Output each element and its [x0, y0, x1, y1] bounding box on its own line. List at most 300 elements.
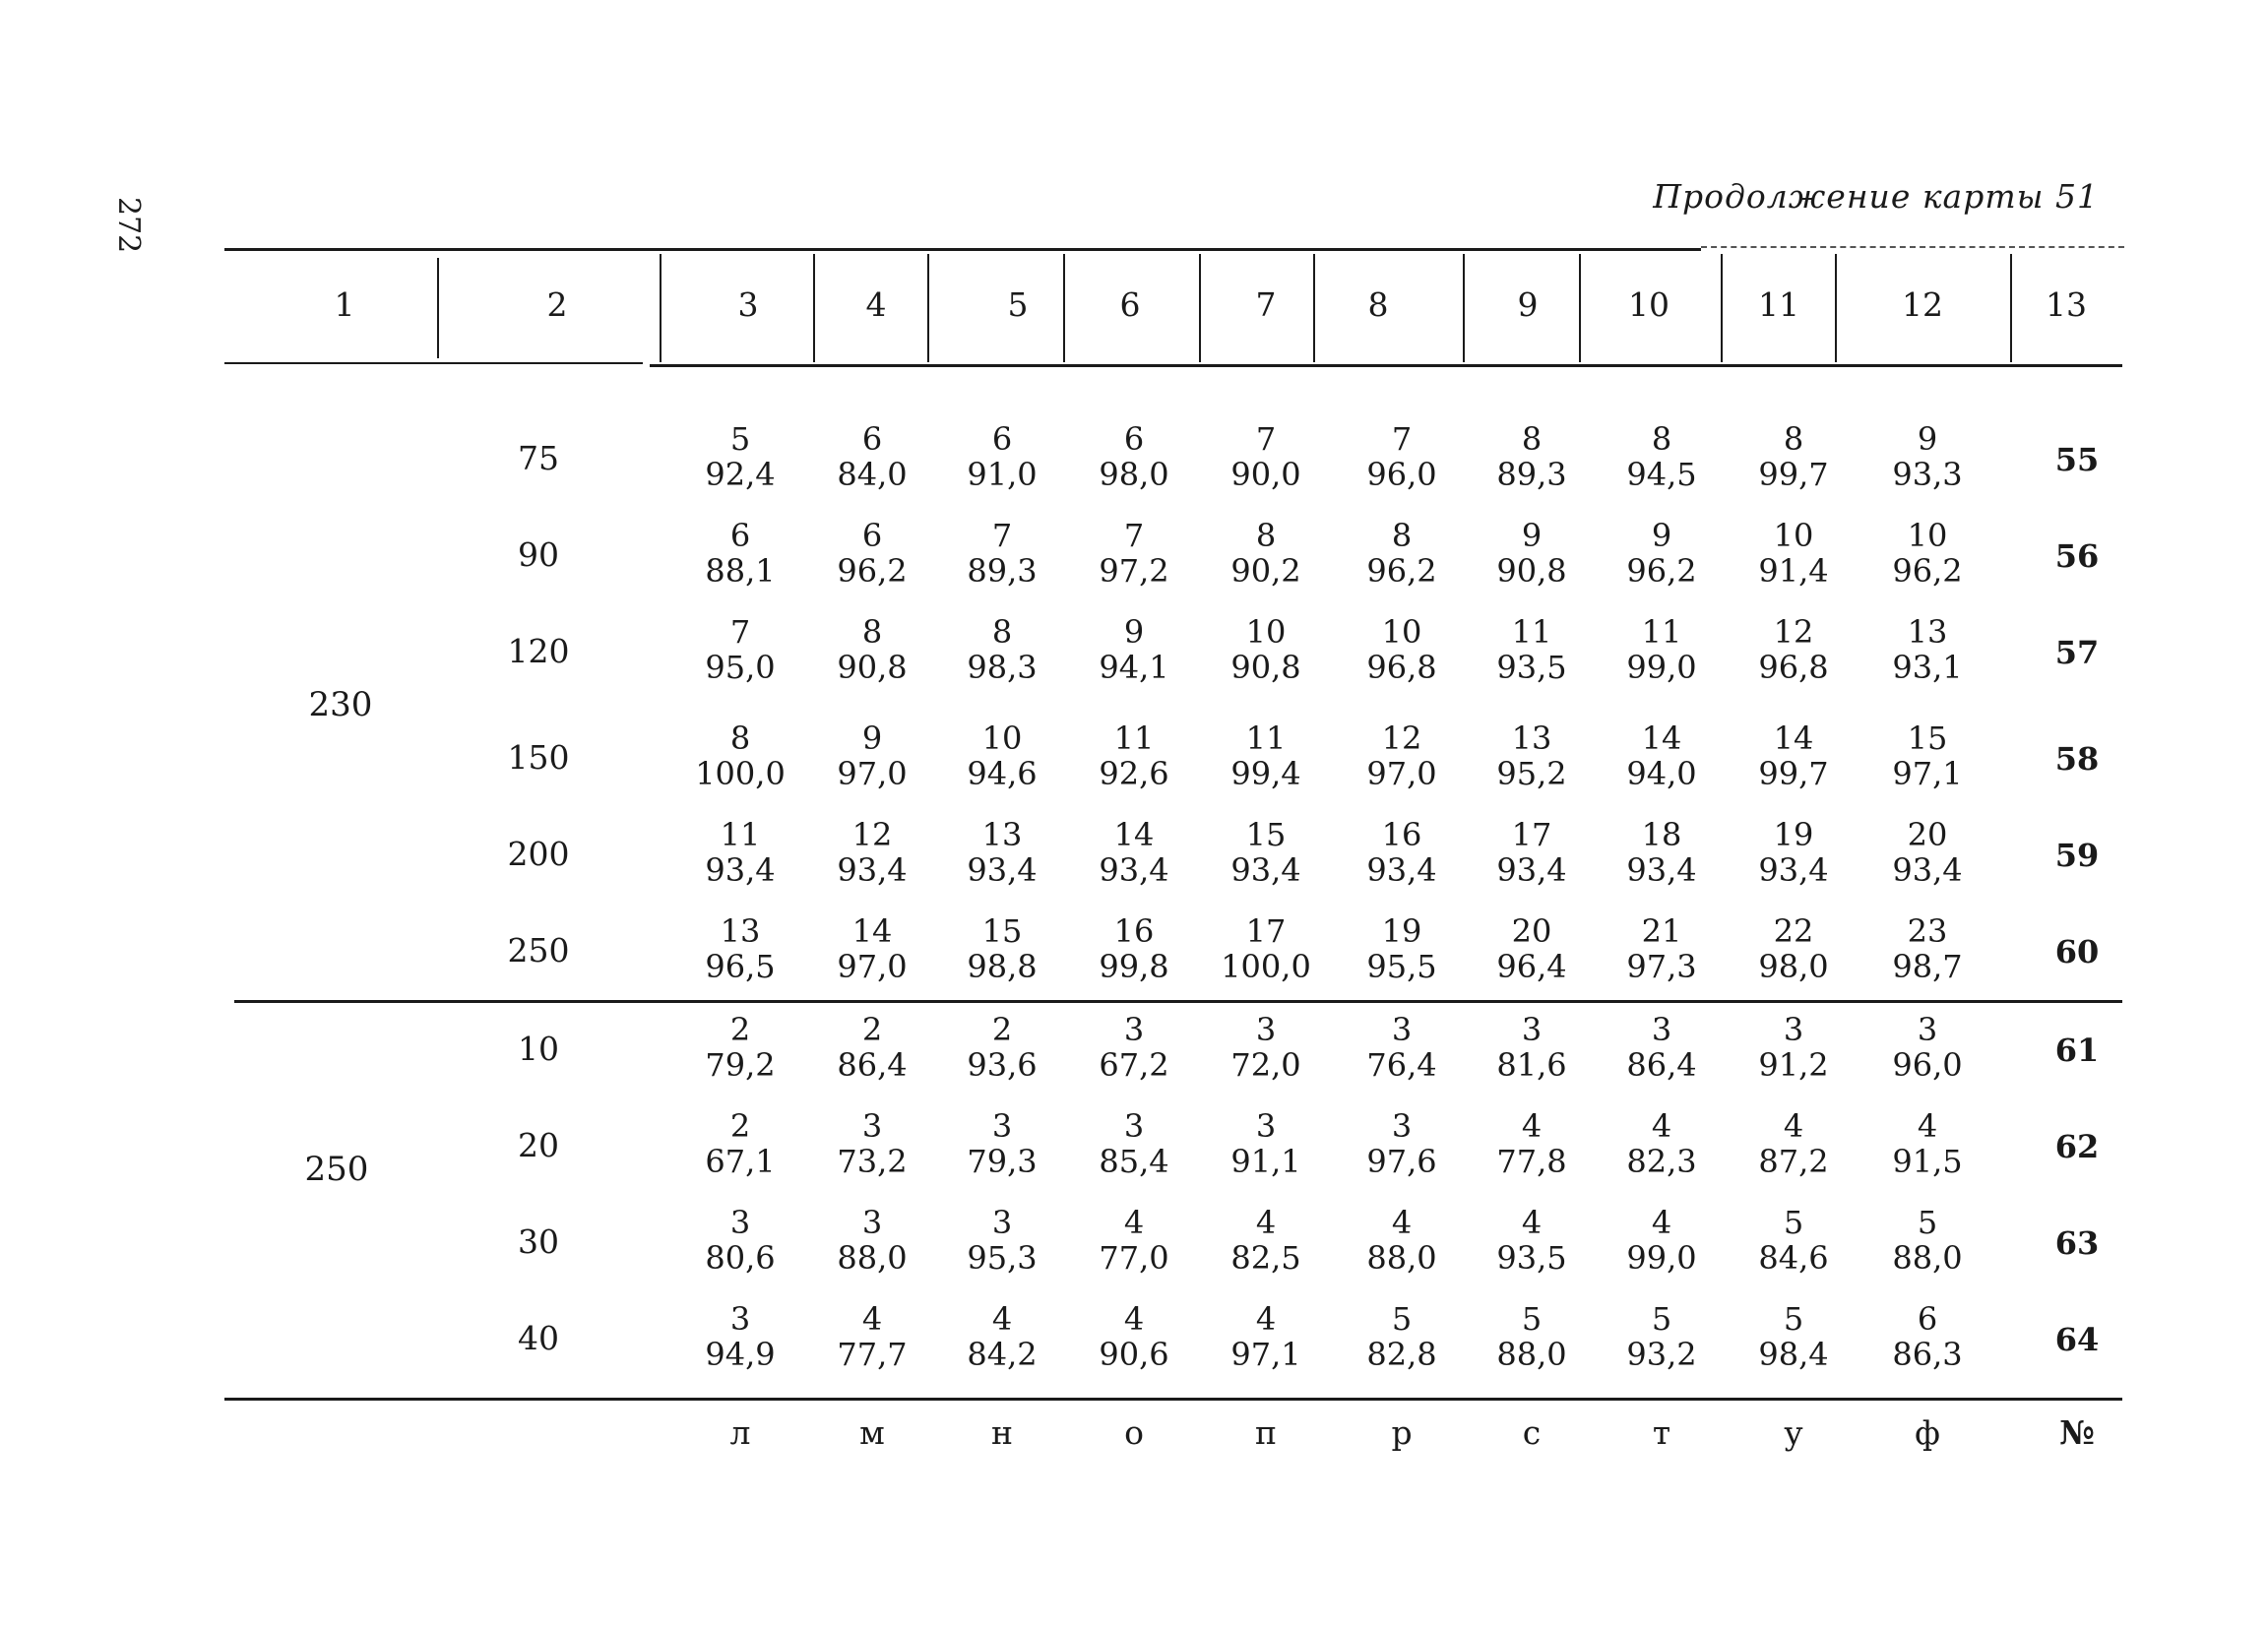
cell-bottom-value: 93,1	[1892, 649, 1963, 686]
cell-top-value: 16	[1381, 816, 1422, 853]
cell-top-value: 14	[1113, 816, 1155, 853]
cell-bottom-value: 90,8	[1230, 649, 1301, 686]
header-col-13: 13	[2046, 285, 2087, 324]
cell-top-value: 4	[1255, 1204, 1277, 1241]
footer-number-sign: №	[2059, 1413, 2095, 1452]
row-label: 75	[518, 439, 559, 477]
table-cell	[1603, 1205, 1721, 1276]
cell-top-value: 14	[1641, 720, 1682, 757]
cell-bottom-value: 85,4	[1099, 1143, 1169, 1180]
cell-top-value: 13	[981, 816, 1023, 853]
cell-bottom-value: 93,4	[1230, 851, 1301, 889]
table-cell	[1734, 913, 1853, 984]
cell-bottom-value: 88,0	[837, 1239, 908, 1277]
table-cell	[1075, 421, 1193, 492]
table-cell	[1473, 913, 1591, 984]
cell-bottom-value: 96,2	[1366, 552, 1437, 590]
cell-top-value: 4	[1783, 1107, 1804, 1145]
table-cell	[1473, 421, 1591, 492]
cell-top-value: 12	[1381, 720, 1422, 757]
cell-bottom-value: 96,0	[1892, 1046, 1963, 1084]
table-cell	[1868, 1108, 1986, 1179]
cell-bottom-value: 95,2	[1496, 755, 1567, 792]
table-cell	[681, 614, 799, 685]
cell-top-value: 20	[1907, 816, 1948, 853]
table-cell	[1603, 518, 1721, 589]
table-cell	[1075, 1301, 1193, 1372]
cell-top-value: 3	[1917, 1011, 1938, 1048]
cell-top-value: 15	[981, 912, 1023, 950]
table-cell	[1075, 518, 1193, 589]
table-cell	[1734, 518, 1853, 589]
table-cell	[1868, 1301, 1986, 1372]
row-number: 60	[2054, 933, 2100, 970]
cell-bottom-value: 100,0	[695, 755, 786, 792]
cell-top-value: 3	[1123, 1011, 1145, 1048]
cell-bottom-value: 99,0	[1626, 649, 1697, 686]
cell-top-value: 13	[1907, 613, 1948, 651]
cell-top-value: 4	[1651, 1107, 1672, 1145]
cell-top-value: 7	[991, 517, 1013, 554]
table-cell	[1473, 614, 1591, 685]
cell-bottom-value: 97,0	[837, 948, 908, 985]
table-cell	[1207, 1012, 1325, 1083]
row-number: 64	[2054, 1321, 2100, 1358]
cell-bottom-value: 88,1	[705, 552, 776, 590]
footer-letter: н	[991, 1413, 1013, 1452]
cell-top-value: 3	[1783, 1011, 1804, 1048]
cell-bottom-value: 67,1	[705, 1143, 776, 1180]
cell-bottom-value: 89,3	[1496, 456, 1567, 493]
cell-top-value: 4	[1255, 1300, 1277, 1338]
table-cell	[681, 518, 799, 589]
cell-bottom-value: 96,8	[1366, 649, 1437, 686]
cell-bottom-value: 90,0	[1230, 456, 1301, 493]
table-cell	[1603, 1301, 1721, 1372]
cell-top-value: 22	[1773, 912, 1814, 950]
cell-bottom-value: 93,4	[1366, 851, 1437, 889]
table-cell	[943, 913, 1061, 984]
cell-bottom-value: 93,4	[705, 851, 776, 889]
cell-bottom-value: 77,8	[1496, 1143, 1567, 1180]
table-cell	[681, 1012, 799, 1083]
cell-top-value: 13	[720, 912, 761, 950]
table-cell	[1343, 913, 1461, 984]
cell-bottom-value: 80,6	[705, 1239, 776, 1277]
group-divider-rule	[234, 1000, 2122, 1003]
cell-top-value: 3	[861, 1204, 883, 1241]
cell-bottom-value: 79,3	[967, 1143, 1038, 1180]
cell-top-value: 4	[861, 1300, 883, 1338]
cell-bottom-value: 91,1	[1230, 1143, 1301, 1180]
cell-bottom-value: 90,8	[837, 649, 908, 686]
row-number: 63	[2054, 1224, 2100, 1262]
table-cell	[1734, 1301, 1853, 1372]
cell-top-value: 8	[1651, 420, 1672, 458]
table-top-rule-dashed	[1701, 246, 2124, 248]
table-cell	[1603, 913, 1721, 984]
cell-bottom-value: 94,0	[1626, 755, 1697, 792]
cell-top-value: 11	[1113, 720, 1155, 757]
row-label: 20	[518, 1126, 559, 1164]
cell-bottom-value: 82,5	[1230, 1239, 1301, 1277]
cell-top-value: 8	[991, 613, 1013, 651]
cell-bottom-value: 93,4	[837, 851, 908, 889]
header-col-7: 7	[1255, 285, 1277, 324]
header-bottom-rule-main	[650, 364, 2122, 367]
table-cell	[681, 1301, 799, 1372]
cell-bottom-value: 97,2	[1099, 552, 1169, 590]
table-cell	[1343, 1205, 1461, 1276]
cell-bottom-value: 98,3	[967, 649, 1038, 686]
table-cell	[943, 720, 1061, 791]
cell-top-value: 11	[720, 816, 761, 853]
cell-top-value: 6	[861, 517, 883, 554]
table-cell	[1343, 1108, 1461, 1179]
header-col-12: 12	[1902, 285, 1943, 324]
table-cell	[943, 1301, 1061, 1372]
header-col-11: 11	[1758, 285, 1799, 324]
cell-top-value: 21	[1641, 912, 1682, 950]
cell-top-value: 8	[729, 720, 751, 757]
cell-top-value: 3	[1123, 1107, 1145, 1145]
cell-top-value: 10	[981, 720, 1023, 757]
header-col-10: 10	[1628, 285, 1670, 324]
cell-top-value: 3	[1521, 1011, 1543, 1048]
row-label: 120	[507, 632, 570, 670]
cell-top-value: 8	[1783, 420, 1804, 458]
table-cell	[1343, 1012, 1461, 1083]
table-cell	[1603, 1012, 1721, 1083]
table-cell	[1207, 720, 1325, 791]
cell-bottom-value: 96,2	[1892, 552, 1963, 590]
table-cell	[1734, 1012, 1853, 1083]
table-cell	[1207, 518, 1325, 589]
table-cell	[1868, 421, 1986, 492]
cell-top-value: 5	[729, 420, 751, 458]
cell-bottom-value: 92,4	[705, 456, 776, 493]
table-cell	[681, 1205, 799, 1276]
table-cell	[1207, 614, 1325, 685]
cell-top-value: 9	[861, 720, 883, 757]
cell-bottom-value: 93,4	[1892, 851, 1963, 889]
row-number: 55	[2054, 441, 2100, 478]
header-col-5: 5	[1007, 285, 1029, 324]
row-label: 150	[507, 738, 570, 777]
cell-top-value: 5	[1651, 1300, 1672, 1338]
cell-bottom-value: 88,0	[1892, 1239, 1963, 1277]
row-label: 200	[507, 835, 570, 873]
header-col-1: 1	[334, 285, 355, 324]
row-label: 10	[518, 1030, 559, 1068]
table-cell	[1075, 614, 1193, 685]
table-cell	[813, 1012, 931, 1083]
table-cell	[943, 817, 1061, 888]
cell-bottom-value: 93,4	[1626, 851, 1697, 889]
cell-top-value: 5	[1783, 1204, 1804, 1241]
cell-bottom-value: 98,4	[1758, 1336, 1829, 1373]
cell-top-value: 5	[1917, 1204, 1938, 1241]
cell-bottom-value: 98,7	[1892, 948, 1963, 985]
table-cell	[1075, 720, 1193, 791]
cell-top-value: 7	[1123, 517, 1145, 554]
footer-letter: у	[1784, 1413, 1803, 1452]
cell-bottom-value: 96,5	[705, 948, 776, 985]
cell-top-value: 6	[1917, 1300, 1938, 1338]
table-cell	[1734, 1108, 1853, 1179]
table-cell	[1603, 817, 1721, 888]
cell-top-value: 3	[1391, 1011, 1413, 1048]
cell-top-value: 4	[1917, 1107, 1938, 1145]
cell-top-value: 19	[1381, 912, 1422, 950]
cell-top-value: 6	[861, 420, 883, 458]
cell-top-value: 2	[729, 1107, 751, 1145]
header-separator	[1313, 254, 1315, 362]
header-col-9: 9	[1517, 285, 1539, 324]
table-cell	[943, 614, 1061, 685]
cell-top-value: 4	[1123, 1204, 1145, 1241]
header-separator	[2010, 254, 2012, 362]
table-cell	[1207, 421, 1325, 492]
table-cell	[943, 421, 1061, 492]
cell-top-value: 8	[1391, 517, 1413, 554]
cell-bottom-value: 93,2	[1626, 1336, 1697, 1373]
cell-bottom-value: 89,3	[967, 552, 1038, 590]
header-col-2: 2	[546, 285, 568, 324]
cell-bottom-value: 95,3	[967, 1239, 1038, 1277]
footer-letter: р	[1391, 1413, 1413, 1452]
cell-bottom-value: 97,0	[1366, 755, 1437, 792]
header-separator	[1463, 254, 1465, 362]
cell-top-value: 2	[861, 1011, 883, 1048]
footer-letter: л	[729, 1413, 751, 1452]
cell-bottom-value: 86,4	[1626, 1046, 1697, 1084]
cell-bottom-value: 99,7	[1758, 456, 1829, 493]
cell-top-value: 3	[1391, 1107, 1413, 1145]
table-cell	[1734, 1205, 1853, 1276]
table-cell	[1868, 817, 1986, 888]
table-cell	[813, 614, 931, 685]
cell-bottom-value: 77,7	[837, 1336, 908, 1373]
table-cell	[1075, 913, 1193, 984]
header-col-6: 6	[1119, 285, 1141, 324]
cell-bottom-value: 82,3	[1626, 1143, 1697, 1180]
cell-top-value: 12	[1773, 613, 1814, 651]
table-cell	[1343, 421, 1461, 492]
row-label: 250	[507, 931, 570, 970]
table-cell	[1473, 1301, 1591, 1372]
cell-top-value: 9	[1123, 613, 1145, 651]
header-separator	[813, 254, 815, 362]
table-cell	[813, 913, 931, 984]
cell-top-value: 5	[1391, 1300, 1413, 1338]
cell-top-value: 17	[1511, 816, 1552, 853]
cell-bottom-value: 84,0	[837, 456, 908, 493]
cell-bottom-value: 96,0	[1366, 456, 1437, 493]
table-cell	[1868, 913, 1986, 984]
header-separator	[660, 254, 662, 362]
table-cell	[813, 518, 931, 589]
table-cell	[1343, 614, 1461, 685]
cell-bottom-value: 97,3	[1626, 948, 1697, 985]
cell-top-value: 3	[729, 1300, 751, 1338]
cell-top-value: 6	[729, 517, 751, 554]
table-cell	[681, 720, 799, 791]
table-cell	[1868, 518, 1986, 589]
table-cell	[681, 421, 799, 492]
table-cell	[1343, 817, 1461, 888]
cell-bottom-value: 93,5	[1496, 1239, 1567, 1277]
table-cell	[681, 817, 799, 888]
table-cell	[1075, 817, 1193, 888]
cell-bottom-value: 94,6	[967, 755, 1038, 792]
cell-top-value: 5	[1521, 1300, 1543, 1338]
cell-top-value: 7	[1391, 420, 1413, 458]
table-cell	[813, 1301, 931, 1372]
table-cell	[1075, 1012, 1193, 1083]
cell-top-value: 6	[991, 420, 1013, 458]
table-cell	[1207, 1108, 1325, 1179]
cell-top-value: 12	[851, 816, 893, 853]
cell-top-value: 3	[1255, 1011, 1277, 1048]
row-label: 90	[518, 535, 559, 574]
cell-bottom-value: 93,6	[967, 1046, 1038, 1084]
table-cell	[1075, 1108, 1193, 1179]
cell-bottom-value: 79,2	[705, 1046, 776, 1084]
table-cell	[1868, 1012, 1986, 1083]
cell-bottom-value: 90,6	[1099, 1336, 1169, 1373]
cell-top-value: 11	[1641, 613, 1682, 651]
table-cell	[1734, 421, 1853, 492]
table-cell	[813, 1205, 931, 1276]
cell-bottom-value: 97,1	[1892, 755, 1963, 792]
footer-letter: ф	[1915, 1413, 1940, 1452]
cell-top-value: 3	[1651, 1011, 1672, 1048]
cell-bottom-value: 88,0	[1366, 1239, 1437, 1277]
cell-bottom-value: 98,0	[1099, 456, 1169, 493]
row-number: 61	[2054, 1032, 2100, 1069]
cell-bottom-value: 67,2	[1099, 1046, 1169, 1084]
cell-bottom-value: 95,0	[705, 649, 776, 686]
cell-top-value: 3	[1255, 1107, 1277, 1145]
cell-top-value: 7	[729, 613, 751, 651]
footer-letter: с	[1522, 1413, 1542, 1452]
cell-top-value: 13	[1511, 720, 1552, 757]
table-cell	[1343, 720, 1461, 791]
cell-top-value: 10	[1245, 613, 1287, 651]
cell-bottom-value: 94,9	[705, 1336, 776, 1373]
cell-bottom-value: 94,1	[1099, 649, 1169, 686]
cell-bottom-value: 100,0	[1221, 948, 1311, 985]
cell-bottom-value: 82,8	[1366, 1336, 1437, 1373]
cell-bottom-value: 90,8	[1496, 552, 1567, 590]
cell-bottom-value: 91,2	[1758, 1046, 1829, 1084]
table-cell	[943, 1205, 1061, 1276]
cell-top-value: 14	[1773, 720, 1814, 757]
table-cell	[943, 518, 1061, 589]
header-col-3: 3	[737, 285, 759, 324]
row-number: 57	[2054, 634, 2100, 671]
cell-bottom-value: 91,5	[1892, 1143, 1963, 1180]
table-cell	[1473, 518, 1591, 589]
table-cell	[681, 1108, 799, 1179]
cell-top-value: 11	[1245, 720, 1287, 757]
table-cell	[1207, 913, 1325, 984]
cell-top-value: 9	[1521, 517, 1543, 554]
header-separator	[1199, 254, 1201, 362]
cell-top-value: 6	[1123, 420, 1145, 458]
footer-letter: т	[1652, 1413, 1671, 1452]
cell-top-value: 5	[1783, 1300, 1804, 1338]
table-top-rule	[224, 248, 1701, 251]
cell-top-value: 3	[729, 1204, 751, 1241]
header-col-8: 8	[1367, 285, 1389, 324]
cell-top-value: 2	[991, 1011, 1013, 1048]
cell-bottom-value: 95,5	[1366, 948, 1437, 985]
cell-top-value: 17	[1245, 912, 1287, 950]
row-number: 59	[2054, 837, 2100, 874]
table-cell	[813, 817, 931, 888]
cell-top-value: 2	[729, 1011, 751, 1048]
table-cell	[1603, 614, 1721, 685]
header-bottom-rule	[224, 362, 643, 364]
table-cell	[1473, 720, 1591, 791]
cell-top-value: 11	[1511, 613, 1552, 651]
header-separator	[437, 258, 439, 358]
cell-bottom-value: 99,8	[1099, 948, 1169, 985]
cell-top-value: 3	[991, 1107, 1013, 1145]
table-cell	[1343, 518, 1461, 589]
group-label-250: 250	[304, 1150, 369, 1189]
table-bottom-rule	[224, 1398, 2122, 1401]
table-cell	[943, 1012, 1061, 1083]
footer-letter: о	[1124, 1413, 1144, 1452]
cell-bottom-value: 73,2	[837, 1143, 908, 1180]
cell-top-value: 10	[1381, 613, 1422, 651]
cell-top-value: 18	[1641, 816, 1682, 853]
cell-top-value: 4	[1651, 1204, 1672, 1241]
group-label-230: 230	[308, 685, 373, 724]
cell-bottom-value: 96,2	[1626, 552, 1697, 590]
cell-bottom-value: 93,4	[1758, 851, 1829, 889]
table-cell	[1343, 1301, 1461, 1372]
cell-bottom-value: 86,3	[1892, 1336, 1963, 1373]
table-cell	[1207, 1301, 1325, 1372]
header-separator	[927, 254, 929, 362]
cell-bottom-value: 96,2	[837, 552, 908, 590]
cell-bottom-value: 96,8	[1758, 649, 1829, 686]
cell-top-value: 15	[1245, 816, 1287, 853]
cell-bottom-value: 77,0	[1099, 1239, 1169, 1277]
table-cell	[1603, 720, 1721, 791]
table-cell	[1868, 720, 1986, 791]
cell-bottom-value: 93,4	[1099, 851, 1169, 889]
cell-top-value: 10	[1907, 517, 1948, 554]
cell-top-value: 8	[1255, 517, 1277, 554]
table-cell	[1734, 817, 1853, 888]
row-number: 58	[2054, 740, 2100, 778]
page-number: 272	[111, 197, 146, 254]
cell-top-value: 20	[1511, 912, 1552, 950]
table-cell	[813, 1108, 931, 1179]
row-number: 56	[2054, 537, 2100, 575]
cell-bottom-value: 81,6	[1496, 1046, 1567, 1084]
table-cell	[1603, 1108, 1721, 1179]
cell-bottom-value: 97,6	[1366, 1143, 1437, 1180]
cell-bottom-value: 93,4	[967, 851, 1038, 889]
cell-top-value: 4	[1123, 1300, 1145, 1338]
cell-top-value: 8	[1521, 420, 1543, 458]
